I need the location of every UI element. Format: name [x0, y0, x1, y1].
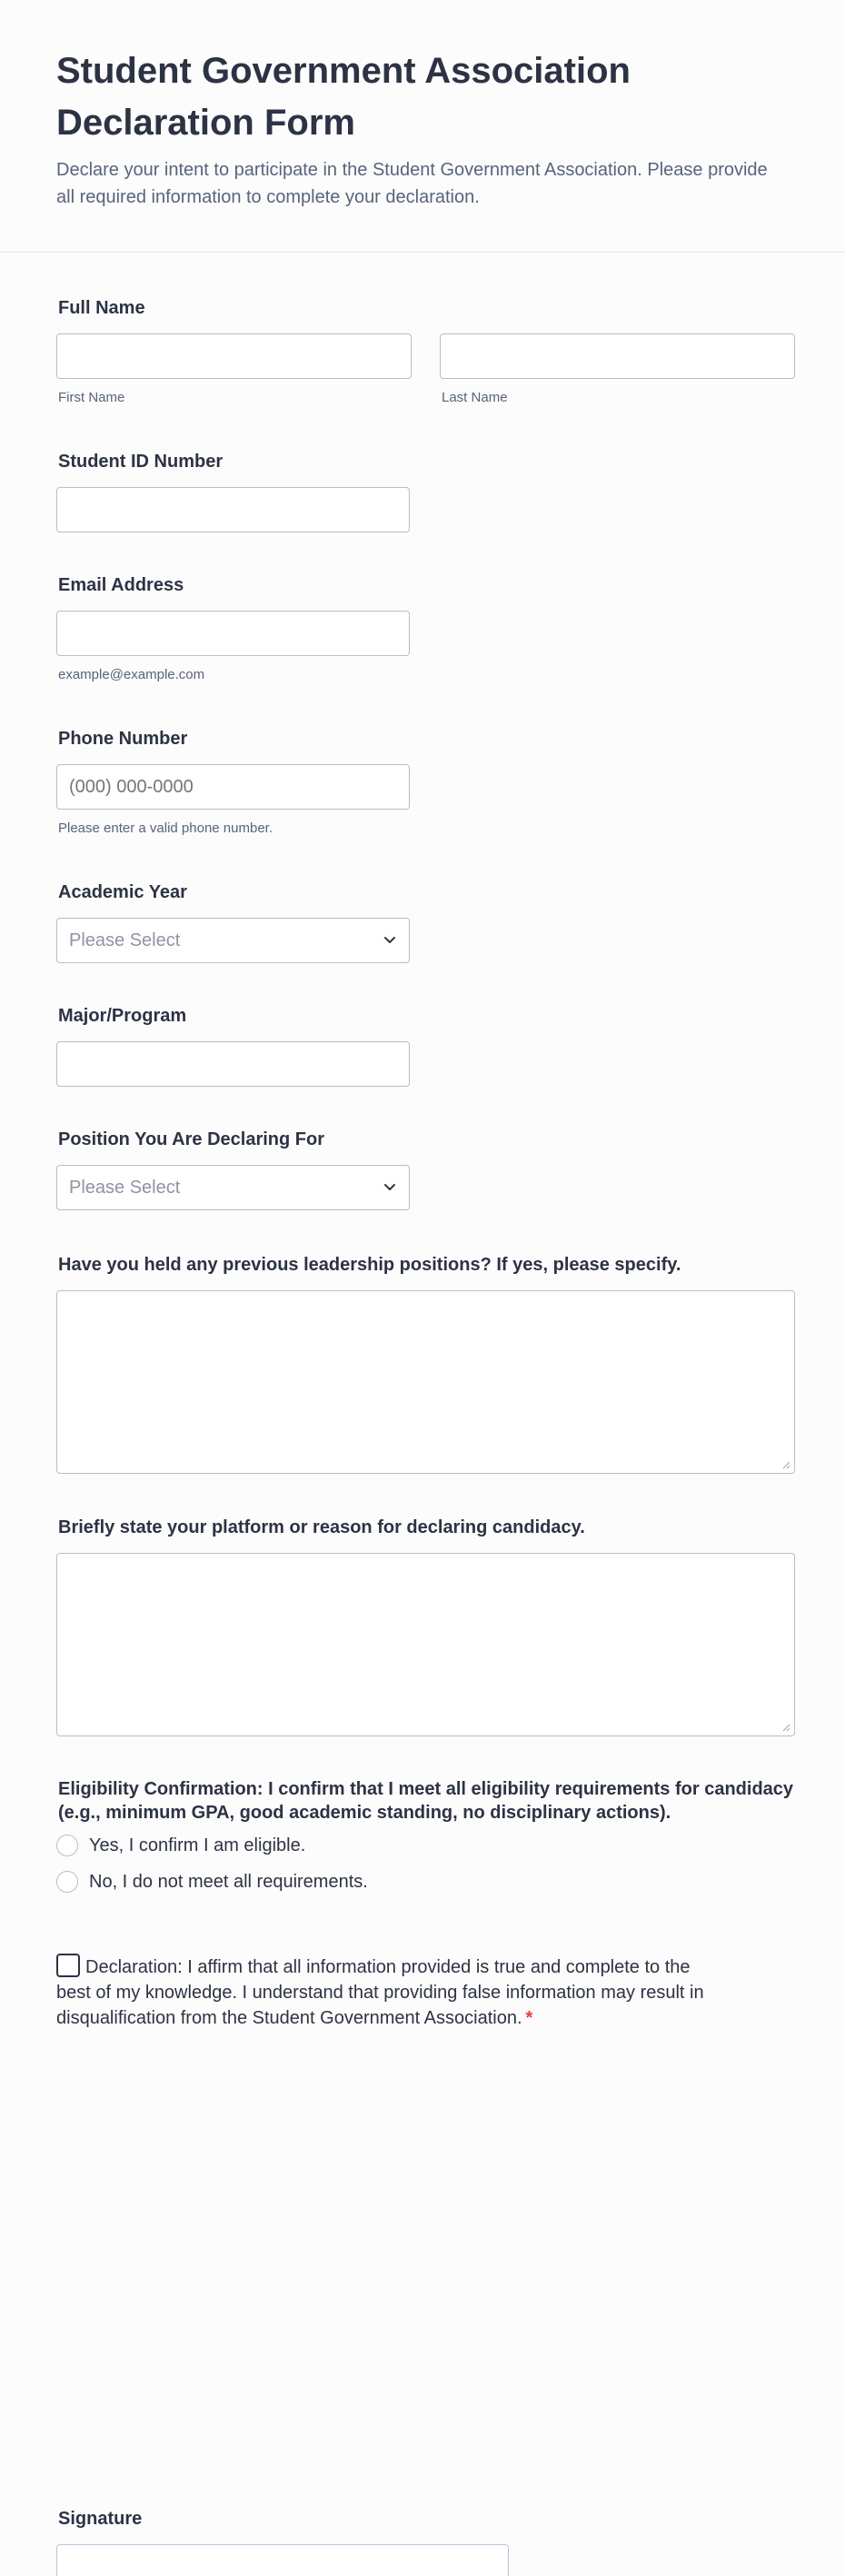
position-select[interactable] [56, 1165, 410, 1210]
phone-input[interactable] [56, 764, 410, 810]
academic-year-selected: Please Select [56, 918, 410, 963]
full-name-field [56, 297, 795, 406]
eligibility-option-no[interactable] [56, 1870, 801, 1894]
position-label: Position You Are Declaring For [58, 1129, 325, 1149]
chevron-down-icon [383, 1179, 397, 1194]
full-name-label: Full Name [58, 298, 145, 318]
student-id-label: Student ID Number [58, 452, 224, 472]
radio-no[interactable] [56, 1871, 78, 1893]
resize-grip-icon[interactable] [781, 1723, 790, 1732]
phone-sublabel: Please enter a valid phone number. [58, 821, 273, 836]
email-label: Email Address [58, 575, 184, 595]
leadership-field [56, 1254, 795, 1474]
platform-label: Briefly state your platform or reason for declaring candidacy. [58, 1517, 585, 1537]
email-field [56, 574, 410, 683]
last-name-sublabel: Last Name [442, 390, 508, 405]
student-id-input[interactable] [56, 487, 410, 532]
eligibility-option-yes-label: Yes, I confirm I am eligible. [89, 1835, 306, 1855]
leadership-label: Have you held any previous leadership positions? If yes, please specify. [58, 1255, 681, 1275]
eligibility-option-no-label: No, I do not meet all requirements. [89, 1871, 368, 1892]
declaration-field [56, 1954, 720, 2031]
position-selected: Please Select [56, 1165, 410, 1210]
required-mark: * [525, 2008, 533, 2028]
platform-field [56, 1517, 795, 1736]
leadership-textarea[interactable] [56, 1290, 795, 1474]
eligibility-field [56, 1777, 801, 1894]
major-field [56, 1005, 410, 1087]
academic-year-label: Academic Year [58, 882, 187, 902]
email-input[interactable] [56, 611, 410, 656]
signature-pad[interactable] [56, 2544, 509, 2576]
signature-label: Signature [58, 2509, 143, 2529]
declaration-text: Declaration: I affirm that all information provided is true and complete to the best of my knowledge. I understand that providing false information may result in disqualification from the Student Government Association. [56, 1957, 704, 2028]
first-name-input[interactable] [56, 333, 412, 379]
declaration-checkbox[interactable] [56, 1954, 80, 1977]
chevron-down-icon [383, 932, 397, 947]
first-name-sublabel: First Name [58, 390, 125, 405]
student-id-field [56, 451, 410, 532]
declaration-text-block [56, 1954, 720, 2031]
academic-year-field [56, 881, 410, 963]
major-input[interactable] [56, 1041, 410, 1087]
platform-textarea[interactable] [56, 1553, 795, 1736]
eligibility-label: Eligibility Confirmation: I confirm that I meet all eligibility requirements for candidacy (e.g., minimum GPA, good academic standing, no disciplinary actions). [58, 1779, 794, 1823]
signature-field [56, 2508, 509, 2576]
form-subtitle: Declare your intent to participate in the Student Government Association. Please provide all required information to complete your declaration. [56, 160, 768, 207]
major-label: Major/Program [58, 1006, 187, 1026]
resize-grip-icon[interactable] [781, 1460, 790, 1469]
last-name-input[interactable] [440, 333, 795, 379]
phone-field [56, 728, 410, 837]
phone-label: Phone Number [58, 729, 188, 749]
email-sublabel: example@example.com [58, 667, 205, 682]
position-field [56, 1129, 410, 1210]
academic-year-select[interactable] [56, 918, 410, 963]
radio-yes[interactable] [56, 1835, 78, 1856]
eligibility-option-yes[interactable] [56, 1834, 801, 1857]
form-title: Student Government Association Declaration Form [56, 51, 631, 143]
form-header [0, 0, 845, 253]
